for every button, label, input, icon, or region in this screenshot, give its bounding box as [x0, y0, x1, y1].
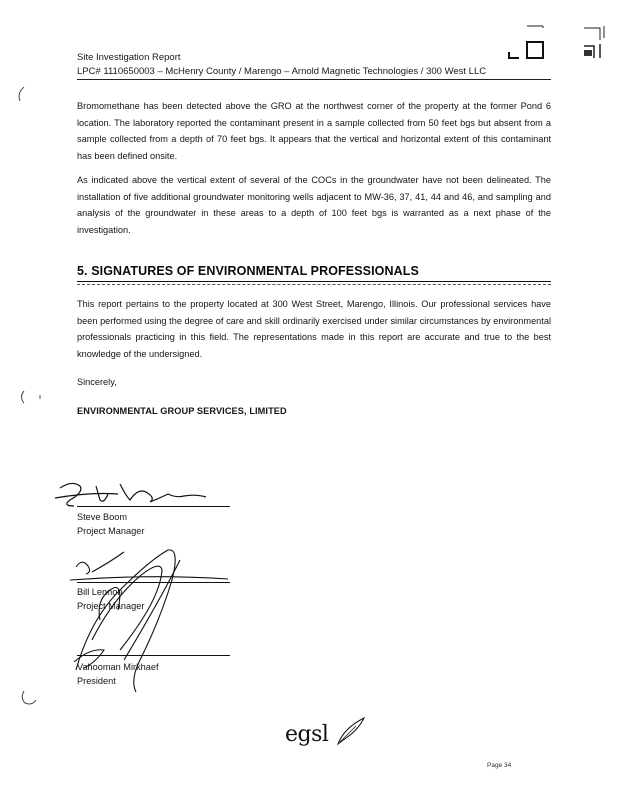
- signature-bill-lennon: [70, 552, 228, 580]
- signatory-name: Bill Lennon: [77, 587, 123, 597]
- signatory-title: President: [77, 676, 116, 686]
- page-number: Page 34: [487, 762, 512, 769]
- header-subtitle: LPC# 1110650003 – McHenry County / Marengo – Arnold Magnetic Technologies / 300 West LLC: [77, 66, 487, 77]
- company-name: ENVIRONMENTAL GROUP SERVICES, LIMITED: [77, 406, 287, 416]
- signatory-name: Vahooman Mirkhaef: [77, 662, 159, 672]
- signature-line: [77, 506, 230, 507]
- header-title: Site Investigation Report: [77, 52, 181, 63]
- paragraph-certification: This report pertains to the property located at 300 West Street, Marengo, Illinois. Our professional services have been performed using the degree of care and skill ordinarily exercised under similar circumstances by environmental professionals practicing in this field. The representations made in this report are accurate and true to the best knowledge of the undersigned.: [77, 299, 551, 359]
- section-title: 5. SIGNATURES OF ENVIRONMENTAL PROFESSIONALS: [77, 264, 419, 278]
- paragraph-bromomethane: Bromomethane has been detected above the GRO at the northwest corner of the property at the former Pond 6 location. The laboratory reported the contaminant present in a sample collected from 50 feet bgs but absent from a sample collected from a depth of 70 feet bgs. It appears that the vertical and horizontal extent of this contaminant has been defined onsite.: [77, 101, 551, 161]
- signature-steve-boom: [55, 483, 206, 506]
- signature-line: [77, 582, 230, 583]
- feather-logo-icon: [334, 714, 368, 748]
- egsl-logo: egsl: [285, 722, 329, 747]
- signatory-title: Project Manager: [77, 601, 145, 611]
- closing-text: Sincerely,: [77, 377, 117, 387]
- signatory-title: Project Manager: [77, 526, 145, 536]
- paragraph-next-phase: As indicated above the vertical extent of several of the COCs in the groundwater have not been delineated. The installation of five additional groundwater monitoring wells adjacent to MW-36, 37, 41, 44 and 46, and sampling and analysis of the groundwater in these areas to a depth of 100 feet bgs is warranted as a next phase of the investigation.: [77, 175, 551, 235]
- signature-line: [77, 655, 230, 656]
- signatory-name: Steve Boom: [77, 512, 128, 522]
